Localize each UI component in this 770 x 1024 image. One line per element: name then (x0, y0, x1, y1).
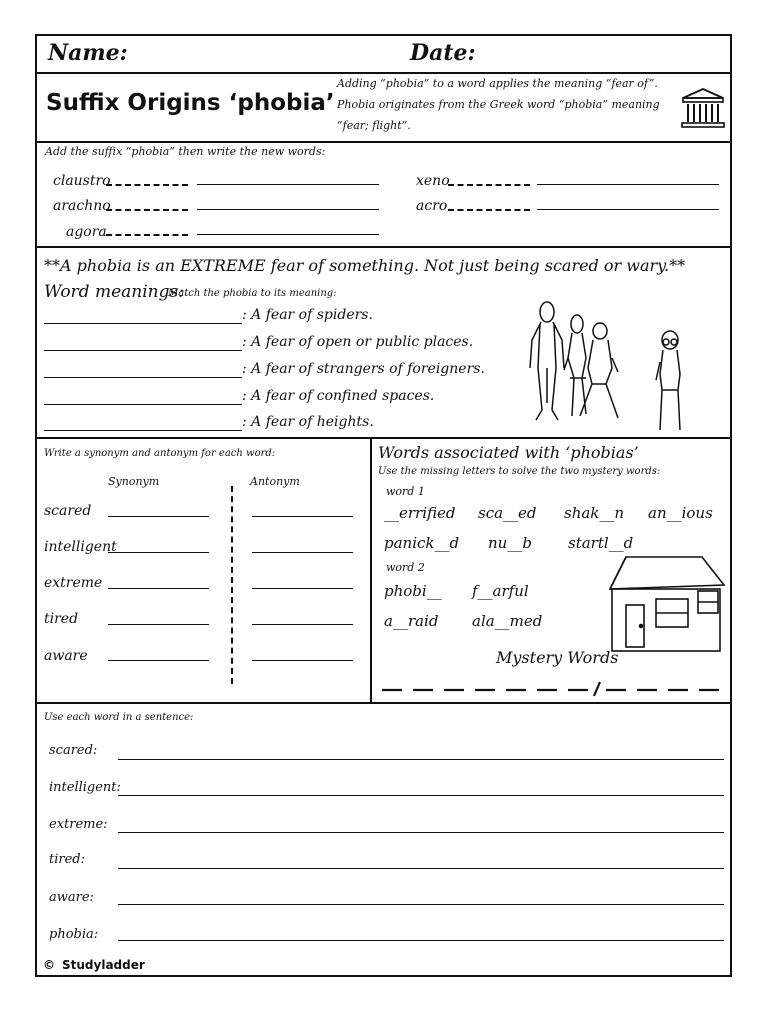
missing-letter-word: __errified (384, 504, 456, 522)
meaning-answer-line[interactable] (44, 430, 242, 431)
intro-line-2: Phobia originates from the Greek word “phobia” meaning (337, 98, 660, 111)
divider-title (35, 141, 732, 143)
copyright-icon: © (43, 958, 55, 972)
meaning-answer-line[interactable] (44, 377, 242, 378)
sentence-word: scared: (49, 743, 98, 758)
synonym-line[interactable] (108, 624, 209, 625)
suffix-answer-line[interactable] (537, 209, 719, 210)
missing-letter-word: shak__n (564, 504, 625, 522)
word-meanings-instruction: Match the phobia to its meaning: (168, 288, 337, 299)
meaning-text: : A fear of spiders. (242, 307, 373, 323)
synonym-instruction: Write a synonym and antonym for each word: (44, 448, 276, 459)
suffix-answer-line[interactable] (197, 234, 379, 235)
suffix-answer-line[interactable] (537, 184, 719, 185)
divider-name-row (35, 72, 732, 74)
people-illustration (520, 298, 695, 433)
missing-letter-word: nu__b (488, 534, 532, 552)
missing-letter-word: a__raid (384, 612, 439, 630)
synonym-word: extreme (44, 575, 103, 591)
antonym-line[interactable] (252, 660, 353, 661)
sentence-line[interactable] (118, 795, 724, 796)
word-meanings-heading: Word meanings: (44, 282, 184, 302)
brand-name: Studyladder (62, 958, 145, 972)
synonym-line[interactable] (108, 660, 209, 661)
antonym-line[interactable] (252, 624, 353, 625)
suffix-word: agora (66, 224, 107, 240)
sentence-line[interactable] (118, 940, 724, 941)
sentence-word: phobia: (49, 927, 99, 942)
sentence-instruction: Use each word in a sentence: (44, 712, 194, 723)
suffix-word: acro (416, 198, 448, 214)
sentence-word: intelligent: (49, 780, 121, 795)
intro-line-3: “fear; flight”. (337, 119, 411, 132)
meaning-text: : A fear of confined spaces. (242, 388, 435, 404)
synonym-column-header: Synonym (108, 475, 160, 488)
associated-instruction: Use the missing letters to solve the two mystery words: (378, 466, 661, 477)
suffix-answer-line[interactable] (197, 184, 379, 185)
missing-letter-word: an__ious (648, 504, 713, 522)
greek-temple-icon (680, 86, 726, 130)
sentence-word: aware: (49, 890, 94, 905)
synonym-word: intelligent (44, 539, 117, 555)
synonym-word: scared (44, 503, 92, 519)
synonym-line[interactable] (108, 588, 209, 589)
meaning-answer-line[interactable] (44, 350, 242, 351)
sentence-word: extreme: (49, 817, 108, 832)
suffix-blank[interactable] (106, 184, 188, 186)
mystery-words-label: Mystery Words (496, 648, 619, 667)
suffix-word: xeno (416, 173, 450, 189)
synonym-word: tired (44, 611, 79, 627)
mystery-word-blanks[interactable] (380, 680, 725, 700)
suffix-blank[interactable] (448, 184, 530, 186)
divider-vertical (370, 437, 372, 703)
meaning-answer-line[interactable] (44, 404, 242, 405)
meaning-text: : A fear of strangers of foreigners. (242, 361, 485, 377)
sentence-line[interactable] (118, 832, 724, 833)
sentence-line[interactable] (118, 904, 724, 905)
suffix-word: claustro (53, 173, 111, 189)
antonym-column-header: Antonym (250, 475, 300, 488)
antonym-line[interactable] (252, 516, 353, 517)
suffix-word: arachno (53, 198, 111, 214)
name-label: Name: (48, 40, 128, 66)
missing-letter-word: sca__ed (478, 504, 537, 522)
sentence-word: tired: (49, 852, 85, 867)
synonym-line[interactable] (108, 552, 209, 553)
phobia-note: **A phobia is an EXTREME fear of something. Not just being scared or wary.** (44, 256, 686, 275)
sentence-line[interactable] (118, 868, 724, 869)
date-label: Date: (410, 40, 476, 66)
divider-suffix (35, 246, 732, 248)
divider-meanings (35, 437, 732, 439)
suffix-answer-line[interactable] (197, 209, 379, 210)
antonym-line[interactable] (252, 552, 353, 553)
page-title: Suffix Origins ‘phobia’ (46, 90, 335, 116)
suffix-blank[interactable] (106, 234, 188, 236)
antonym-line[interactable] (252, 588, 353, 589)
suffix-instruction: Add the suffix “phobia” then write the new words: (45, 145, 326, 158)
missing-letter-word: panick__d (384, 534, 460, 552)
associated-heading: Words associated with ‘phobias’ (378, 443, 639, 462)
word2-label: word 2 (386, 561, 425, 574)
suffix-blank[interactable] (106, 209, 188, 211)
missing-letter-word: phobi__ (384, 582, 442, 600)
meaning-text: : A fear of heights. (242, 414, 374, 430)
meaning-answer-line[interactable] (44, 323, 242, 324)
missing-letter-word: f__arful (472, 582, 529, 600)
missing-letter-word: ala__med (472, 612, 543, 630)
missing-letter-word: startl__d (568, 534, 634, 552)
word1-label: word 1 (386, 485, 425, 498)
synonym-line[interactable] (108, 516, 209, 517)
sentence-line[interactable] (118, 759, 724, 760)
column-divider (231, 486, 233, 684)
meaning-text: : A fear of open or public places. (242, 334, 474, 350)
house-illustration (608, 555, 728, 655)
intro-line-1: Adding “phobia” to a word applies the meaning “fear of”. (337, 77, 658, 90)
synonym-word: aware (44, 648, 88, 664)
suffix-blank[interactable] (448, 209, 530, 211)
divider-synonyms (35, 702, 732, 704)
